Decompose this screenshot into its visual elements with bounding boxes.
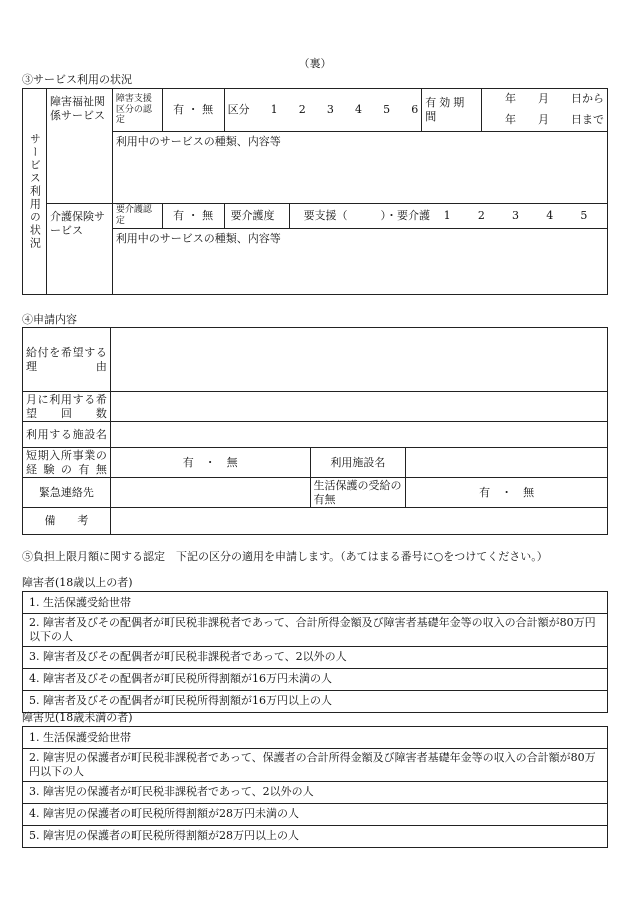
adult-option[interactable]: 2. 障害者及びその配偶者が町民税非課税者であって、合計所得金額及び障害者基礎年金等の収入の合計額が80万円以下の人 (23, 614, 608, 647)
welfare-label: 生活保護の受給の有無 (310, 478, 406, 508)
care-degree-cell (224, 203, 607, 228)
adult-option[interactable]: 5. 障害者及びその配偶者が町民税所得割額が16万円以上の人 (23, 690, 608, 712)
service-usage-table (22, 88, 608, 295)
reason-field[interactable] (110, 328, 607, 392)
used-facility-label: 利用施設名 (310, 448, 406, 478)
kubun-value[interactable]: 5 (383, 103, 391, 117)
kubun-value[interactable]: 2 (298, 103, 306, 117)
care-cert-label: 要介護認定 (112, 203, 162, 228)
emergency-label: 緊急連絡先 (23, 478, 111, 508)
monthly-field[interactable] (110, 392, 607, 422)
child-option[interactable]: 3. 障害児の保護者が町民税非課税者であって、2以外の人 (23, 781, 608, 803)
adult-option[interactable]: 4. 障害者及びその配偶者が町民税所得割額が16万円未満の人 (23, 668, 608, 690)
facility-label: 利用する施設名 (23, 422, 111, 448)
child-option[interactable]: 1. 生活保護受給世帯 (23, 727, 608, 749)
used-facility-field[interactable] (406, 448, 608, 478)
care-level-value[interactable]: 2 (477, 208, 485, 222)
child-option[interactable]: 5. 障害児の保護者の町民税所得割額が28万円以上の人 (23, 825, 608, 847)
care-degree-label: 要介護度 (225, 204, 290, 228)
adult-heading: 障害者(18歳以上の者) (22, 576, 133, 589)
kubun-value[interactable]: 6 (411, 103, 419, 117)
monthly-label: 月に利用する希望回数 (23, 392, 111, 422)
adult-option[interactable]: 3. 障害者及びその配偶者が町民税非課税者であって、2以外の人 (23, 646, 608, 668)
adult-option[interactable]: 1. 生活保護受給世帯 (23, 592, 608, 614)
shortstay-label: 短期入所事業の経験の有無 (23, 448, 111, 478)
kubun-value[interactable]: 1 (270, 103, 278, 117)
care-service-label: 介護保険サービス (46, 203, 112, 294)
shortstay-yes-no[interactable]: 有 ・ 無 (110, 448, 310, 478)
period-label: 有効期間 (422, 89, 482, 132)
adult-category-list (22, 591, 608, 713)
care-level-value[interactable]: 3 (512, 208, 520, 222)
section3-title: ③サービス利用の状況 (22, 73, 132, 86)
period-values[interactable] (482, 89, 608, 132)
disability-cert-label: 障害支援区分の認定 (112, 89, 162, 132)
disability-kubun-cell (224, 89, 422, 132)
reason-label: 給付を希望する理由 (23, 328, 111, 392)
care-level-value[interactable]: 1 (443, 208, 451, 222)
kubun-label: 区分 (227, 103, 250, 117)
child-option[interactable]: 2. 障害児の保護者が町民税非課税者であって、保護者の合計所得金額及び障害者基礎年金等の収入の合計額が80万円以下の人 (23, 749, 608, 782)
care-cert-yes-no[interactable]: 有 ・ 無 (162, 203, 224, 228)
care-detail-field[interactable]: 利用中のサービスの種類、内容等 (112, 228, 607, 294)
disability-service-label: 障害福祉関係サービス (46, 89, 112, 204)
service-usage-side-label: サービス利用の状況 (23, 89, 47, 295)
application-table (22, 327, 608, 535)
kubun-value[interactable]: 3 (326, 103, 334, 117)
page-marker: （裏） (298, 57, 332, 70)
facility-field[interactable] (110, 422, 607, 448)
child-heading: 障害児(18歳未満の者) (22, 711, 133, 724)
care-level-value[interactable]: 5 (580, 208, 588, 222)
child-option[interactable]: 4. 障害児の保護者の町民税所得割額が28万円未満の人 (23, 803, 608, 825)
care-support-text[interactable]: 要支援（ ）・要介護 (303, 208, 431, 222)
period-to[interactable]: 年 月 日まで (505, 112, 604, 126)
welfare-yes-no[interactable]: 有 ・ 無 (406, 478, 608, 508)
remarks-label: 備 考 (23, 508, 111, 535)
section5-title: ⑤負担上限月額に関する認定 下記の区分の適用を申請します。（あてはまる番号に○をつけてください。） (22, 550, 548, 563)
period-from[interactable]: 年 月 日から (505, 92, 604, 105)
section4-title: ④申請内容 (22, 313, 77, 326)
disability-detail-field[interactable]: 利用中のサービスの種類、内容等 (112, 131, 607, 203)
disability-cert-yes-no[interactable]: 有 ・ 無 (162, 89, 224, 132)
remarks-field[interactable] (110, 508, 607, 535)
child-category-list (22, 726, 608, 848)
kubun-value[interactable]: 4 (355, 103, 362, 117)
emergency-field[interactable] (110, 478, 310, 508)
care-level-value[interactable]: 4 (546, 208, 554, 222)
